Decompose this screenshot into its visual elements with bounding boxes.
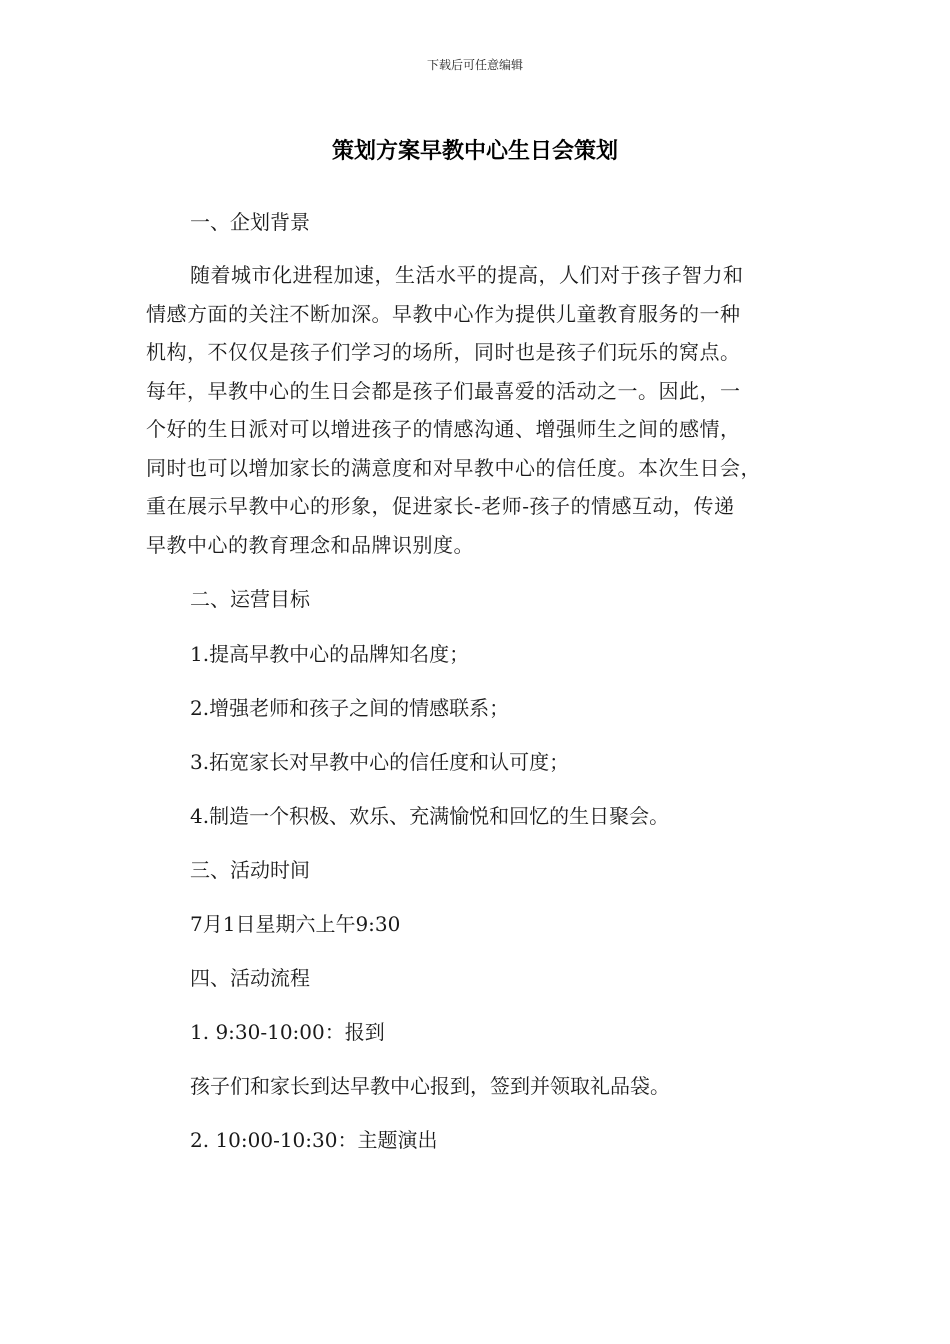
flow-step-title: 1. 9:30-10:00：报到 xyxy=(190,1020,385,1044)
goal-item: 3.拓宽家长对早教中心的信任度和认可度； xyxy=(190,750,570,774)
paragraph-line: 个好的生日派对可以增进孩子的情感沟通、增强师生之间的感情， xyxy=(146,417,741,441)
goal-item: 4.制造一个积极、欢乐、充满愉悦和回忆的生日聚会。 xyxy=(190,804,670,828)
flow-step-title: 2. 10:00-10:30：主题演出 xyxy=(190,1128,438,1152)
section-heading-background: 一、企划背景 xyxy=(190,210,310,234)
paragraph-line: 机构，不仅仅是孩子们学习的场所，同时也是孩子们玩乐的窝点。 xyxy=(146,340,741,364)
paragraph-line: 每年，早教中心的生日会都是孩子们最喜爱的活动之一。因此，一 xyxy=(146,378,741,403)
section-heading-goals: 二、运营目标 xyxy=(190,587,310,611)
paragraph-line: 情感方面的关注不断加深。早教中心作为提供儿童教育服务的一种 xyxy=(146,301,741,326)
section-heading-flow: 四、活动流程 xyxy=(190,966,310,990)
background-paragraph xyxy=(146,256,806,564)
paragraph-line: 早教中心的教育理念和品牌识别度。 xyxy=(146,532,474,557)
event-time: 7月1日星期六上午9:30 xyxy=(190,912,401,936)
section-heading-time: 三、活动时间 xyxy=(190,858,310,882)
goal-item: 1.提高早教中心的品牌知名度； xyxy=(190,642,470,666)
header-note: 下载后可任意编辑 xyxy=(426,58,523,72)
paragraph-line: 随着城市化进程加速，生活水平的提高，人们对于孩子智力和 xyxy=(190,263,744,287)
goal-item: 2.增强老师和孩子之间的情感联系； xyxy=(190,696,510,720)
paragraph-line: 重在展示早教中心的形象，促进家长-老师-孩子的情感互动，传递 xyxy=(146,494,735,518)
paragraph-line: 同时也可以增加家长的满意度和对早教中心的信任度。本次生日会， xyxy=(146,455,761,480)
document-title: 策划方案早教中心生日会策划 xyxy=(331,139,618,164)
flow-step-description: 孩子们和家长到达早教中心报到，签到并领取礼品袋。 xyxy=(190,1074,670,1098)
